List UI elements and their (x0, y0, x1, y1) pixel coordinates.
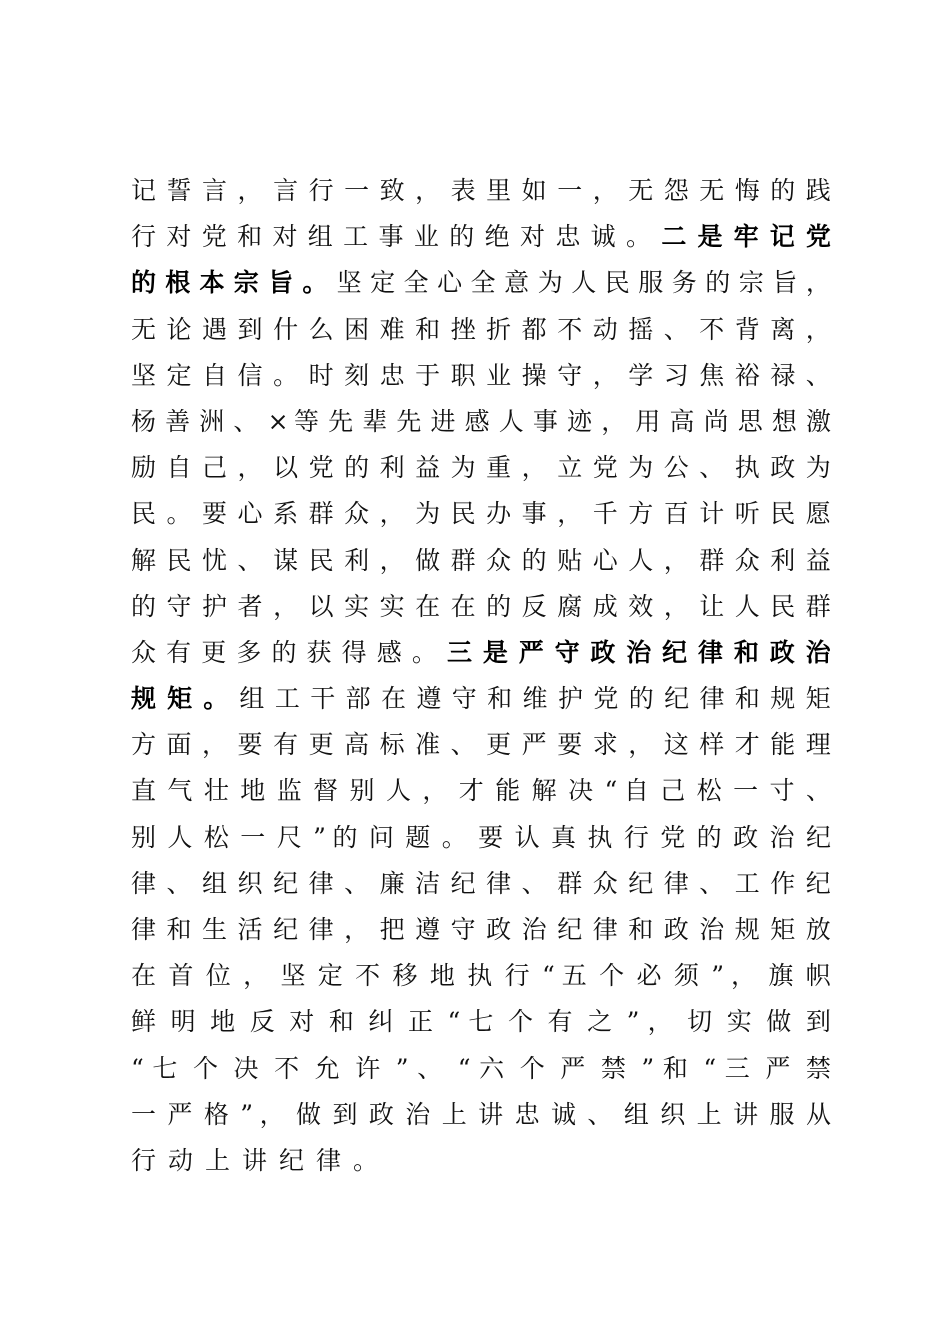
bold-heading-run: 的 根 本 宗 旨 。 (131, 268, 331, 298)
text-line (131, 353, 831, 399)
text-run: 坚 定 全 心 全 意 为 人 民 服 务 的 宗 旨 ， (336, 268, 831, 298)
text-run: 励 自 己 ， 以 党 的 利 益 为 重 ， 立 党 为 公 、 执 政 为 (131, 453, 831, 483)
text-run: 的 守 护 者 ， 以 实 实 在 在 的 反 腐 成 效 ， 让 人 民 群 (131, 591, 831, 621)
body-paragraph (131, 168, 831, 1184)
text-line (131, 907, 831, 953)
text-run: 律 、 组 织 纪 律 、 廉 洁 纪 律 、 群 众 纪 律 、 工 作 纪 (131, 868, 831, 898)
text-line (131, 307, 831, 353)
text-run: 无 论 遇 到 什 么 困 难 和 挫 折 都 不 动 摇 、 不 背 离 ， (131, 314, 831, 344)
text-line-last (131, 1138, 831, 1184)
text-run: 方 面 ， 要 有 更 高 标 准 、 更 严 要 求 ， 这 样 才 能 理 (131, 730, 831, 760)
text-run: 直 气 壮 地 监 督 别 人 ， 才 能 解 决 “ 自 己 松 一 寸 、 (131, 776, 831, 806)
text-line (131, 445, 831, 491)
bold-heading-run: 二 是 牢 记 党 (661, 222, 831, 252)
text-run: 众 有 更 多 的 获 得 感 。 (131, 637, 442, 667)
bold-heading-run: 三 是 严 守 政 治 纪 律 和 政 治 (446, 637, 831, 667)
text-line (131, 815, 831, 861)
text-run: 行动上讲纪律。 (131, 1145, 391, 1175)
text-line (131, 538, 831, 584)
text-line (131, 491, 831, 537)
text-run: 民 。 要 心 系 群 众 ， 为 民 办 事 ， 千 方 百 计 听 民 愿 (131, 499, 831, 529)
text-line (131, 168, 831, 214)
text-line (131, 676, 831, 722)
text-line (131, 630, 831, 676)
text-run: 鲜 明 地 反 对 和 纠 正 “ 七 个 有 之 ” ， 切 实 做 到 (131, 1007, 831, 1037)
text-run: 杨 善 洲 、 × 等 先 辈 先 进 感 人 事 迹 ， 用 高 尚 思 想 激 (131, 406, 832, 436)
text-line (131, 399, 831, 445)
text-run: 解 民 忧 、 谋 民 利 ， 做 群 众 的 贴 心 人 ， 群 众 利 益 (131, 545, 831, 575)
text-run: 一 严 格 ” ， 做 到 政 治 上 讲 忠 诚 、 组 织 上 讲 服 从 (131, 1099, 831, 1129)
text-run: 行 对 党 和 对 组 工 事 业 的 绝 对 忠 诚 。 (131, 222, 656, 252)
text-line (131, 584, 831, 630)
text-line (131, 999, 831, 1045)
text-line (131, 1092, 831, 1138)
text-run: 别 人 松 一 尺 ” 的 问 题 。 要 认 真 执 行 党 的 政 治 纪 (131, 822, 831, 852)
text-run: 坚 定 自 信 。 时 刻 忠 于 职 业 操 守 ， 学 习 焦 裕 禄 、 (131, 360, 831, 390)
text-line (131, 861, 831, 907)
text-run: 组 工 干 部 在 遵 守 和 维 护 党 的 纪 律 和 规 矩 (239, 684, 831, 714)
text-run: “ 七 个 决 不 允 许 ” 、 “ 六 个 严 禁 ” 和 “ 三 严 禁 (131, 1053, 831, 1083)
text-line (131, 214, 831, 260)
text-line (131, 1046, 831, 1092)
text-run: 律 和 生 活 纪 律 ， 把 遵 守 政 治 纪 律 和 政 治 规 矩 放 (131, 915, 831, 944)
text-line (131, 260, 831, 306)
bold-heading-run: 规 矩 。 (131, 684, 233, 714)
text-run: 在 首 位 ， 坚 定 不 移 地 执 行 “ 五 个 必 须 ” ， 旗 帜 (131, 961, 831, 991)
text-line (131, 768, 831, 814)
text-line (131, 722, 831, 768)
text-line (131, 953, 831, 999)
text-run: 记 誓 言 ， 言 行 一 致 ， 表 里 如 一 ， 无 怨 无 悔 的 践 (131, 176, 831, 205)
